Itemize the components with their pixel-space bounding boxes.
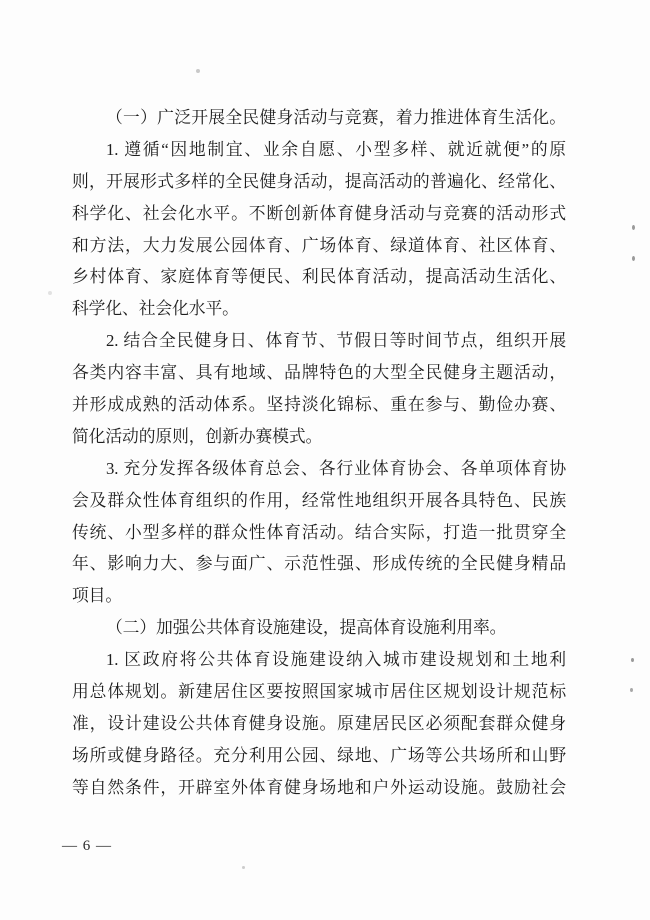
text-line: 1. 遵循“因地制宜、业余自愿、小型多样、就近就便”的原 [106,139,566,159]
scan-speck [196,69,200,73]
text-line: 1. 区政府将公共体育设施建设纳入城市建设规划和土地利 [106,650,566,670]
text-line: 和方法，大力发展公园体育、广场体育、绿道体育、社区体育、 [72,235,566,255]
text-line: 并形成成熟的活动体系。坚持淡化锦标、重在参与、勤俭办赛、 [72,395,566,415]
text-line: 等自然条件，开辟室外体育健身场地和户外运动设施。鼓励社会 [72,777,566,797]
text-block [72,102,566,804]
scan-speck [242,866,245,869]
text-line: 则，开展形式多样的全民健身活动，提高活动的普遍化、经常化、 [72,171,566,191]
text-line: 3. 充分发挥各级体育总会、各行业体育协会、各单项体育协 [106,458,566,478]
scan-speck [631,658,634,662]
text-line: 科学化、社会化水平。不断创新体育健身活动与竞赛的活动形式 [72,203,566,223]
section-heading-line: （二）加强公共体育设施建设，提高体育设施利用率。 [106,618,507,638]
text-line: 场所或健身路径。充分利用公园、绿地、广场等公共场所和山野 [72,745,566,765]
text-line: 年、影响力大、参与面广、示范性强、形成传统的全民健身精品 [72,554,566,574]
text-line: 传统、小型多样的群众性体育活动。结合实际，打造一批贯穿全 [72,522,566,542]
text-line: 科学化、社会化水平。 [72,299,239,319]
scan-speck [632,256,635,261]
section-heading-line: （一）广泛开展全民健身活动与竞赛，着力推进体育生活化。 [106,108,566,127]
scan-speck [48,291,52,295]
scan-speck [632,225,635,230]
page-number-footer: — 6 — [62,838,112,854]
text-line: 会及群众性体育组织的作用，经常性地组织开展各具特色、民族 [72,490,566,510]
text-line: 用总体规划。新建居住区要按照国家城市居住区规划设计规范标 [72,682,566,702]
text-line: 各类内容丰富、具有地域、品牌特色的大型全民健身主题活动， [72,363,566,383]
text-line: 2. 结合全民健身日、体育节、节假日等时间节点，组织开展 [106,331,566,351]
text-line: 准，设计建设公共体育健身设施。原建居民区必须配套群众健身 [72,713,566,733]
text-line: 项目。 [72,586,123,606]
text-line: 乡村体育、家庭体育等便民、利民体育活动，提高活动生活化、 [72,267,566,287]
scan-speck [630,688,633,692]
text-line: 简化活动的原则，创新办赛模式。 [72,426,323,446]
